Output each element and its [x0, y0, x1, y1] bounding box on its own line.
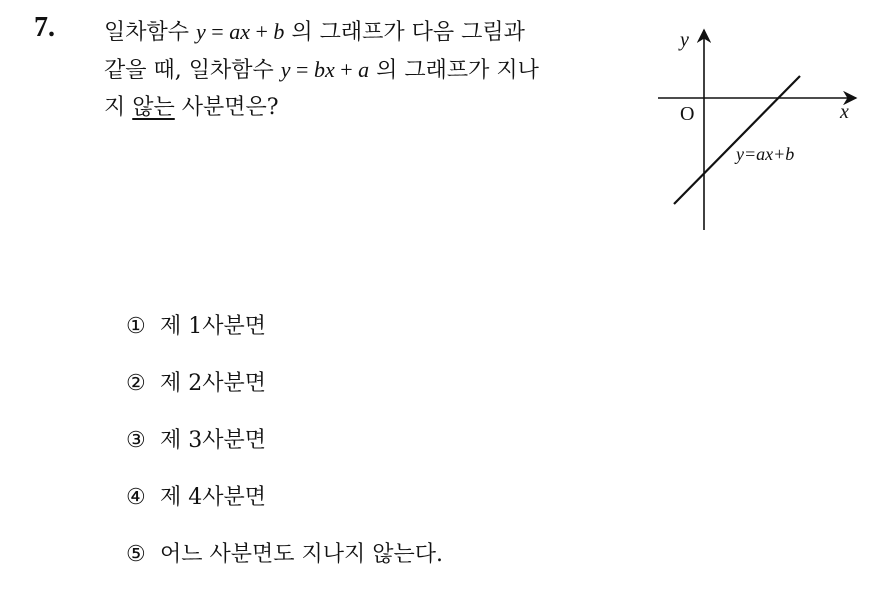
stem-line-1 — [104, 13, 634, 51]
choice-3[interactable] — [126, 426, 443, 483]
stem-line-2-post: 의 그래프가 지나 — [369, 58, 539, 83]
choice-2-mark: ② — [126, 371, 146, 396]
stem-line-1-pre: 일차함수 — [104, 20, 197, 45]
formula-2-a: a — [358, 57, 370, 82]
stem-line-2-pre: 같을 때, 일차함수 — [104, 58, 281, 83]
choice-3-text: 제 3사분면 — [160, 428, 266, 453]
choice-1-mark: ① — [126, 314, 146, 339]
formula-1-y: y — [196, 19, 206, 44]
line-label: y=ax+b — [736, 144, 795, 164]
formula-2-x: x — [324, 57, 335, 82]
answer-choices — [126, 312, 443, 597]
formula-2-eq: = — [290, 57, 314, 82]
formula-1-eq: = — [205, 19, 230, 44]
formula-2-plus: + — [334, 57, 359, 82]
choice-3-mark: ③ — [126, 428, 146, 453]
question-number: 7. — [34, 12, 55, 43]
choice-4-text: 제 4사분면 — [160, 485, 266, 510]
choice-4-mark: ④ — [126, 485, 146, 510]
origin-label: O — [680, 103, 695, 125]
question-stem — [104, 13, 634, 126]
choice-5-mark: ⑤ — [126, 542, 146, 567]
choice-5[interactable] — [126, 540, 443, 597]
choice-5-text: 어느 사분면도 지나지 않는다. — [160, 542, 443, 567]
choice-1[interactable] — [126, 312, 443, 369]
stem-line-2 — [104, 51, 634, 89]
choice-1-text: 제 1사분면 — [160, 314, 266, 339]
formula-1-a: a — [229, 19, 241, 44]
stem-line-3-pre: 지 — [104, 95, 133, 120]
choice-2-text: 제 2사분면 — [160, 371, 266, 396]
stem-line-3 — [104, 89, 634, 126]
formula-2-b: b — [313, 57, 325, 82]
formula-1-x: x — [240, 19, 250, 44]
stem-line-3-post: 사분면은? — [174, 95, 279, 120]
y-axis-label: y — [680, 29, 689, 51]
formula-2-y: y — [280, 57, 291, 82]
choice-4[interactable] — [126, 483, 443, 540]
graph-figure — [650, 22, 870, 242]
choice-2[interactable] — [126, 369, 443, 426]
graph-line — [674, 76, 800, 204]
stem-line-1-post: 의 그래프가 다음 그림과 — [284, 20, 525, 45]
underlined-keyword: 않는 — [132, 95, 175, 120]
formula-1-b: b — [273, 19, 285, 44]
x-axis-label: x — [840, 101, 849, 123]
formula-1-plus: + — [249, 19, 274, 44]
